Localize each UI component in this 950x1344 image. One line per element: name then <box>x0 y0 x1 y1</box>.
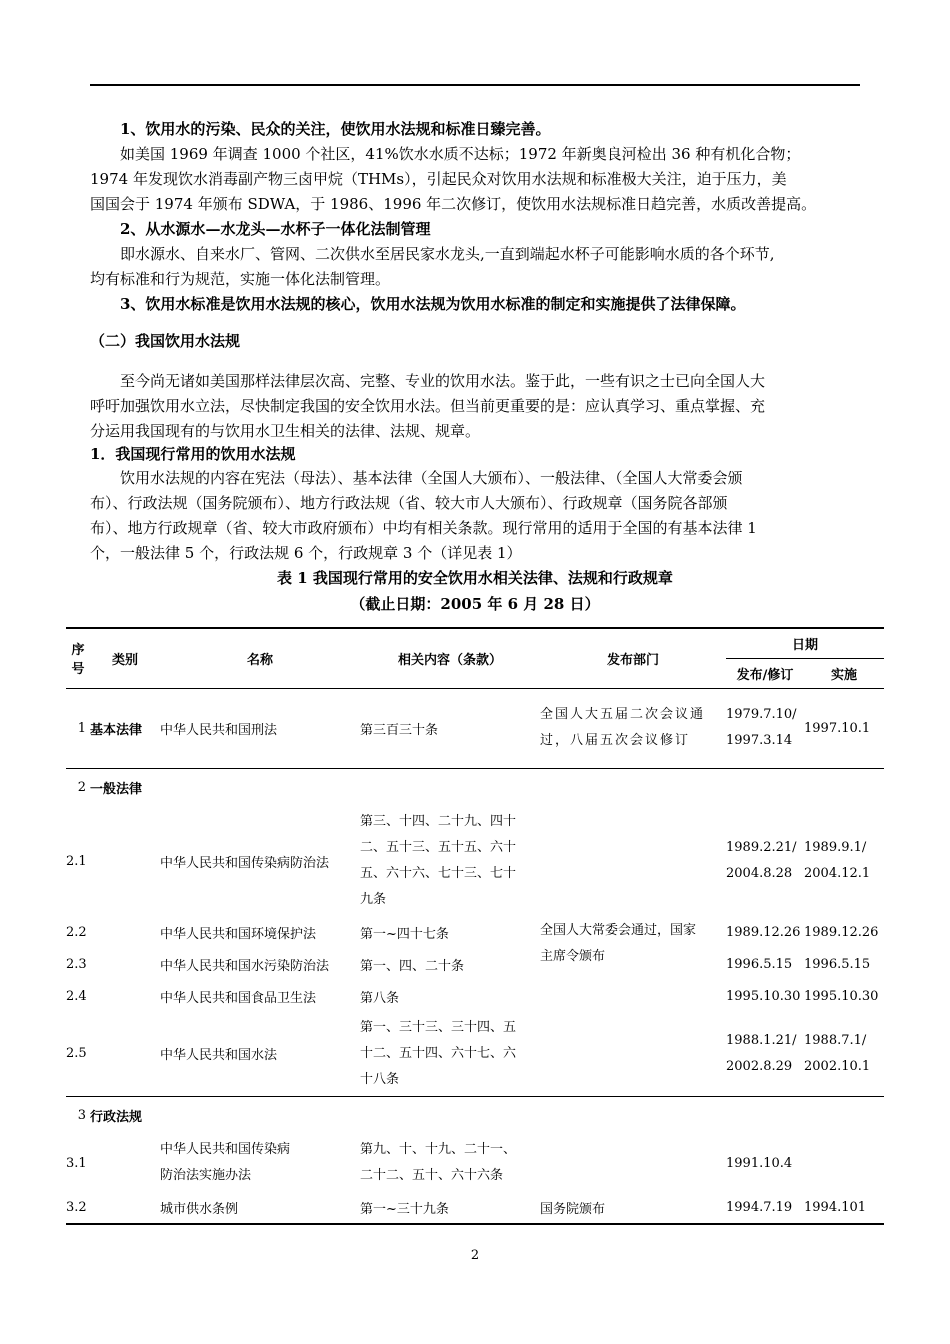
row1-issued: 1979.7.10/ 1997.3.14 <box>726 707 797 748</box>
header-name: 名称 <box>160 628 360 688</box>
row25-issued: 1988.1.21/ 2002.8.29 <box>726 1032 797 1074</box>
paragraph-1-line-2: 1974 年发现饮水消毒副产物三卤甲烷（THMs），引起民众对饮用水法规和标准极大关注，迫于压力，美 <box>90 170 787 188</box>
paragraph-1-line-3: 国国会于 1974 年颁布 SDWA，于 1986、1996 年二次修订，使饮用水法规标准日趋完善，水质改善提高。 <box>90 195 817 213</box>
row1-dept: 全国人大五届二次会议通 过，八届五次会议修订 <box>540 707 706 748</box>
row23-issued: 1996.5.15 <box>726 956 793 972</box>
paragraph-1-line-1: 如美国 1969 年调查 1000 个社区，41%饮水水质不达标；1972 年新奥良河检出 36 种有机化合物； <box>120 145 801 163</box>
table-row <box>66 1192 884 1224</box>
paragraph-2-line-2: 均有标准和行为规范，实施一体化法制管理。 <box>90 270 391 288</box>
table-row <box>66 806 884 916</box>
row31-name: 中华人民共和国传染病 防治法实施办法 <box>160 1142 291 1183</box>
row31-content: 第九、十、十九、二十一、 二十二、五十、六十六条 <box>360 1142 517 1183</box>
row31-issued: 1991.10.4 <box>726 1155 793 1171</box>
row32-effective: 1994.101 <box>804 1200 867 1215</box>
group3-no: 3 <box>77 1107 86 1123</box>
heading-1: 1、饮用水的污染、民众的关注，使饮用水法规和标准日臻完善。 <box>120 120 551 138</box>
table-row <box>66 948 884 980</box>
row25-effective: 1988.7.1/ 2002.10.1 <box>804 1032 871 1074</box>
paragraph-2 <box>90 242 860 292</box>
table-title: 表 1 我国现行常用的安全饮用水相关法律、法规和行政规章 <box>277 569 673 587</box>
row22-no: 2.2 <box>66 924 87 940</box>
header-date: 日期 <box>726 628 884 658</box>
paragraph-3-line-3: 分运用我国现有的与饮用水卫生相关的法律、法规、规章。 <box>90 422 481 440</box>
header-rule <box>90 84 860 86</box>
regulations-table <box>66 627 884 1225</box>
row32-name: 城市供水条例 <box>160 1202 239 1217</box>
row23-name: 中华人民共和国水污染防治法 <box>160 958 330 974</box>
paragraph-4-line-3: 布）、地方行政规章（省、较大市政府颁布）中均有相关条款。现行常用的适用于全国的有基本法律 1 <box>90 519 757 537</box>
header-issued: 发布/修订 <box>726 658 804 688</box>
row21-no: 2.1 <box>66 853 87 869</box>
paragraph-1 <box>90 142 860 217</box>
table-group-row <box>66 1096 884 1134</box>
table-row <box>66 1134 884 1192</box>
group3-category: 行政法规 <box>90 1109 143 1125</box>
table-row <box>66 1012 884 1096</box>
row24-name: 中华人民共和国食品卫生法 <box>160 990 317 1006</box>
row32-content: 第一~三十九条 <box>360 1202 449 1217</box>
table-subtitle: （截止日期：2005 年 6 月 28 日） <box>350 595 600 613</box>
row24-issued: 1995.10.30 <box>726 988 801 1004</box>
row1-no: 1 <box>77 720 86 736</box>
paragraph-2-line-1: 即水源水、自来水厂、管网、二次供水至居民家水龙头,一直到端起水杯子可能影响水质的各个环节, <box>120 245 775 263</box>
paragraph-4-line-4: 个，一般法律 5 个，行政法规 6 个，行政规章 3 个（详见表 1） <box>90 544 522 562</box>
table-group-row <box>66 768 884 806</box>
paragraph-4-line-1: 饮用水法规的内容在宪法（母法）、基本法律（全国人大颁布）、一般法律、（全国人大常委会颁 <box>120 469 743 487</box>
row22-name: 中华人民共和国环境保护法 <box>160 926 317 942</box>
table-row <box>66 916 884 948</box>
row24-effective: 1995.10.30 <box>804 988 879 1004</box>
header-effective: 实施 <box>804 658 884 688</box>
row23-effective: 1996.5.15 <box>804 956 871 972</box>
table-header-row <box>66 628 884 658</box>
row1-name: 中华人民共和国刑法 <box>160 722 278 738</box>
row1-effective: 1997.10.1 <box>804 720 871 736</box>
row1-category: 基本法律 <box>90 722 143 738</box>
row32-issued: 1994.7.19 <box>726 1200 793 1215</box>
row31-effective <box>804 1134 884 1192</box>
page-number: 2 <box>470 1248 480 1263</box>
header-content: 相关内容（条款） <box>360 628 540 688</box>
paragraph-3-line-2: 呼吁加强饮用水立法，尽快制定我国的安全饮用水法。但当前更重要的是：应认真学习、重点掌握、充 <box>90 397 766 415</box>
section-title: （二）我国饮用水法规 <box>90 332 241 350</box>
row31-no: 3.1 <box>66 1155 87 1171</box>
paragraph-4 <box>90 466 860 566</box>
row23-no: 2.3 <box>66 956 87 972</box>
row23-content: 第一、四、二十条 <box>360 958 465 974</box>
row24-no: 2.4 <box>66 988 87 1004</box>
paragraph-3-line-1: 至今尚无诸如美国那样法律层次高、完整、专业的饮用水法。鉴于此，一些有识之士已向全国人大 <box>120 372 766 390</box>
group2-no: 2 <box>77 779 86 795</box>
paragraph-4-line-2: 布）、行政法规（国务院颁布）、地方行政法规（省、较大市人大颁布）、行政规章（国务院各部颁 <box>90 494 728 512</box>
row25-content: 第一、三十三、三十四、五 十二、五十四、六十七、六 十八条 <box>360 1019 517 1087</box>
paragraph-3 <box>90 369 860 444</box>
row25-no: 2.5 <box>66 1046 87 1062</box>
heading-2: 2、从水源水—水龙头—水杯子一体化法制管理 <box>120 220 431 238</box>
row21-name: 中华人民共和国传染病防治法 <box>160 855 330 871</box>
row1-content: 第三百三十条 <box>360 722 439 738</box>
row22-content: 第一~四十七条 <box>360 926 449 942</box>
header-no: 序 号 <box>66 628 90 688</box>
row32-dept: 国务院颁布 <box>540 1202 606 1217</box>
header-category: 类别 <box>90 628 160 688</box>
row21-issued: 1989.2.21/ 2004.8.28 <box>726 840 797 881</box>
row21-effective: 1989.9.1/ 2004.12.1 <box>804 840 871 881</box>
header-dept: 发布部门 <box>540 628 726 688</box>
heading-3: 3、饮用水标准是饮用水法规的核心，饮用水法规为饮用水标准的制定和实施提供了法律保障。 <box>120 295 746 313</box>
group2-category: 一般法律 <box>90 781 143 797</box>
row32-no: 3.2 <box>66 1200 87 1215</box>
row24-content: 第八条 <box>360 990 400 1006</box>
row21-content: 第三、十四、二十九、四十 二、五十三、五十五、六十 五、六十六、七十三、七十 九条 <box>360 814 517 907</box>
subheading: 1．我国现行常用的饮用水法规 <box>90 445 296 463</box>
group2-dept: 全国人大常委会通过，国家 主席令颁布 <box>540 923 697 964</box>
table-row <box>66 980 884 1012</box>
row22-effective: 1989.12.26 <box>804 924 879 940</box>
row22-issued: 1989.12.26 <box>726 924 801 940</box>
row25-name: 中华人民共和国水法 <box>160 1048 278 1064</box>
table-row <box>66 688 884 768</box>
